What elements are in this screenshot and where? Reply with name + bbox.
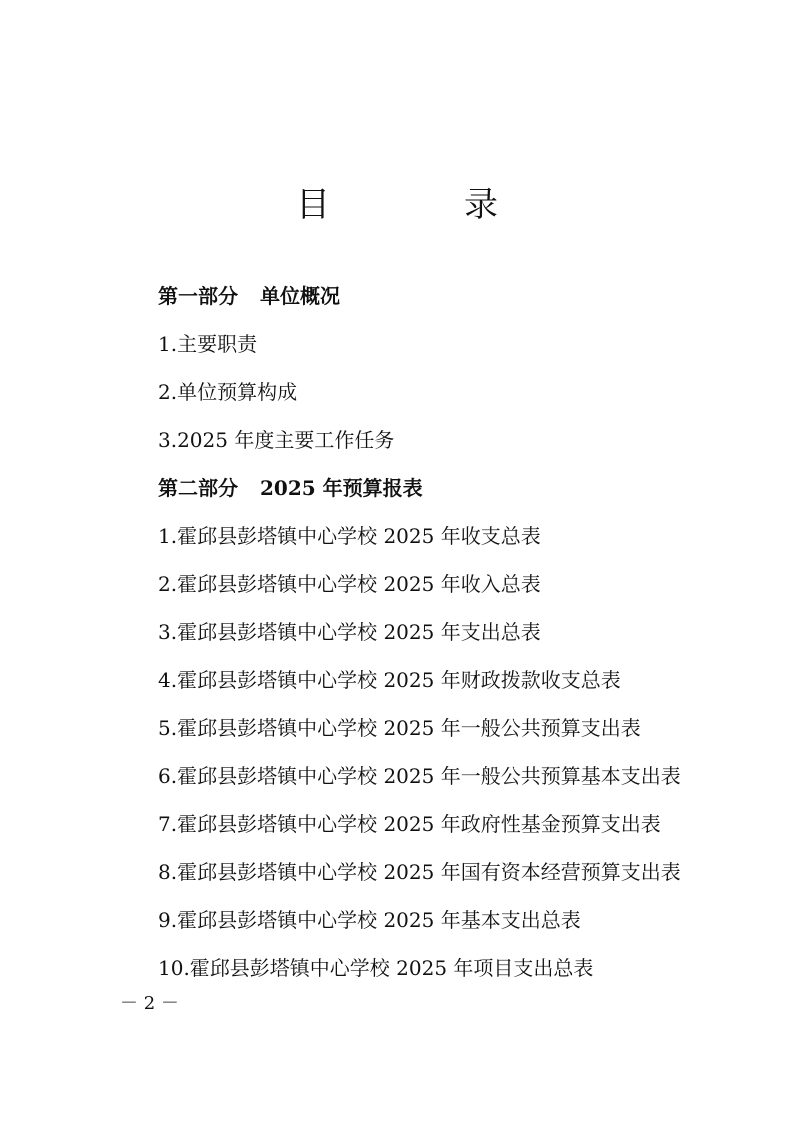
toc-item: 1.主要职责 <box>158 332 258 356</box>
page-number: － 2 － <box>120 993 179 1014</box>
toc-item: 10.霍邱县彭塔镇中心学校 2025 年项目支出总表 <box>158 956 594 980</box>
toc-item: 6.霍邱县彭塔镇中心学校 2025 年一般公共预算基本支出表 <box>158 764 681 788</box>
toc-section-heading <box>158 278 758 326</box>
toc-item: 7.霍邱县彭塔镇中心学校 2025 年政府性基金预算支出表 <box>158 812 661 836</box>
section-heading-prefix: 第一部分 <box>158 284 238 308</box>
section-heading-text: 2025 年预算报表 <box>260 476 423 500</box>
toc-item: 4.霍邱县彭塔镇中心学校 2025 年财政拨款收支总表 <box>158 668 621 692</box>
toc-item: 8.霍邱县彭塔镇中心学校 2025 年国有资本经营预算支出表 <box>158 860 681 884</box>
toc-item: 3.2025 年度主要工作任务 <box>158 428 395 452</box>
section-heading-text: 单位概况 <box>260 284 340 308</box>
toc-title: 目 录 <box>296 185 548 225</box>
toc-item: 2.单位预算构成 <box>158 380 298 404</box>
toc-item: 9.霍邱县彭塔镇中心学校 2025 年基本支出总表 <box>158 908 581 932</box>
toc-item: 5.霍邱县彭塔镇中心学校 2025 年一般公共预算支出表 <box>158 716 641 740</box>
table-of-contents <box>158 278 758 998</box>
section-heading-prefix: 第二部分 <box>158 476 238 500</box>
toc-section-heading <box>158 470 758 518</box>
toc-item: 2.霍邱县彭塔镇中心学校 2025 年收入总表 <box>158 572 541 596</box>
toc-item: 3.霍邱县彭塔镇中心学校 2025 年支出总表 <box>158 620 541 644</box>
toc-item: 1.霍邱县彭塔镇中心学校 2025 年收支总表 <box>158 524 541 548</box>
